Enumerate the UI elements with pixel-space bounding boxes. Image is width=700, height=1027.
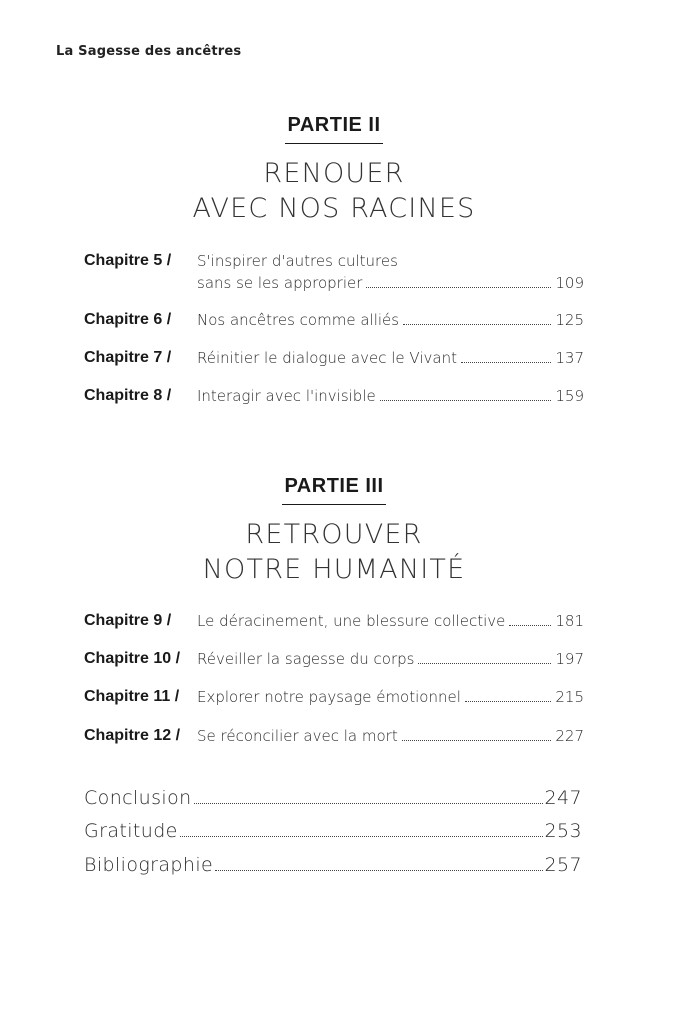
part-iii-title-line-1: RETROUVER <box>245 519 423 550</box>
back-matter-title: Gratitude <box>84 820 178 842</box>
chapter-entry <box>197 347 584 369</box>
toc-entry-chapitre-8[interactable] <box>84 385 584 407</box>
dot-leader <box>403 310 551 325</box>
dot-leader <box>215 851 542 871</box>
chapter-label: Chapitre 7 / <box>84 349 172 366</box>
chapter-label: Chapitre 12 / <box>84 727 181 744</box>
page-number: 257 <box>544 854 582 876</box>
chapter-title: Se réconcilier avec la mort <box>197 727 398 745</box>
part-iii-title <box>0 517 668 587</box>
chapter-entry <box>197 610 584 632</box>
dot-leader <box>418 649 551 664</box>
running-head: La Sagesse des ancêtres <box>56 44 242 59</box>
part-ii-label <box>0 114 668 144</box>
page-number: 159 <box>555 387 584 405</box>
chapter-entry <box>197 250 584 294</box>
page-number: 197 <box>555 650 584 668</box>
page-number: 109 <box>555 274 584 292</box>
chapter-entry <box>197 309 584 331</box>
chapter-title: Réinitier le dialogue avec le Vivant <box>197 349 457 367</box>
page-number: 125 <box>555 311 584 329</box>
dot-leader <box>180 817 543 837</box>
part-ii-label-text: PARTIE II <box>285 114 382 144</box>
chapter-entry <box>197 725 584 747</box>
page-number: 247 <box>544 787 582 809</box>
chapter-title: Le déracinement, une blessure collective <box>197 612 506 630</box>
chapter-title: Interagir avec l'invisible <box>197 387 376 405</box>
page-number: 253 <box>544 820 582 842</box>
toc-entry-bibliographie[interactable] <box>84 851 582 879</box>
chapter-label: Chapitre 6 / <box>84 311 172 328</box>
toc-entry-chapitre-9[interactable] <box>84 610 584 632</box>
chapter-entry <box>197 686 584 708</box>
chapter-label: Chapitre 5 / <box>84 252 172 269</box>
chapter-entry <box>197 385 584 407</box>
back-matter-title: Bibliographie <box>84 854 214 876</box>
toc-entry-chapitre-12[interactable] <box>84 725 584 747</box>
dot-leader <box>465 687 551 702</box>
part-iii-label-text: PARTIE III <box>282 475 385 505</box>
part-iii-label <box>0 475 668 505</box>
dot-leader <box>509 611 551 626</box>
toc-entry-conclusion[interactable] <box>84 784 582 812</box>
part-ii-title <box>0 156 668 226</box>
dot-leader <box>402 726 552 741</box>
page-number: 215 <box>555 688 584 706</box>
toc-entry-chapitre-11[interactable] <box>84 686 584 708</box>
toc-entry-gratitude[interactable] <box>84 817 582 845</box>
toc-entry-chapitre-10[interactable] <box>84 648 584 670</box>
page-number: 227 <box>555 727 584 745</box>
chapter-label: Chapitre 10 / <box>84 650 181 667</box>
toc-entry-chapitre-5[interactable] <box>84 250 584 294</box>
part-iii-title-line-2: NOTRE HUMANITÉ <box>202 554 466 585</box>
chapter-title: Explorer notre paysage émotionnel <box>197 688 461 706</box>
toc-entry-chapitre-6[interactable] <box>84 309 584 331</box>
chapter-title: Nos ancêtres comme alliés <box>197 311 400 329</box>
chapter-title: Réveiller la sagesse du corps <box>197 650 415 668</box>
page-number: 181 <box>555 612 584 630</box>
back-matter-title: Conclusion <box>84 787 192 809</box>
chapter-title-line-2: sans se les approprier <box>197 274 363 292</box>
dot-leader <box>194 784 543 804</box>
chapter-label: Chapitre 11 / <box>84 688 180 705</box>
chapter-label: Chapitre 9 / <box>84 612 172 629</box>
part-ii-title-line-1: RENOUER <box>263 158 405 189</box>
dot-leader <box>380 386 552 401</box>
page-number: 137 <box>555 349 584 367</box>
toc-entry-chapitre-7[interactable] <box>84 347 584 369</box>
chapter-entry <box>197 648 584 670</box>
dot-leader <box>461 348 551 363</box>
chapter-label: Chapitre 8 / <box>84 387 172 404</box>
chapter-title-line-1: S'inspirer d'autres cultures <box>197 252 398 270</box>
part-ii-title-line-2: AVEC NOS RACINES <box>192 193 476 224</box>
dot-leader <box>366 273 551 288</box>
